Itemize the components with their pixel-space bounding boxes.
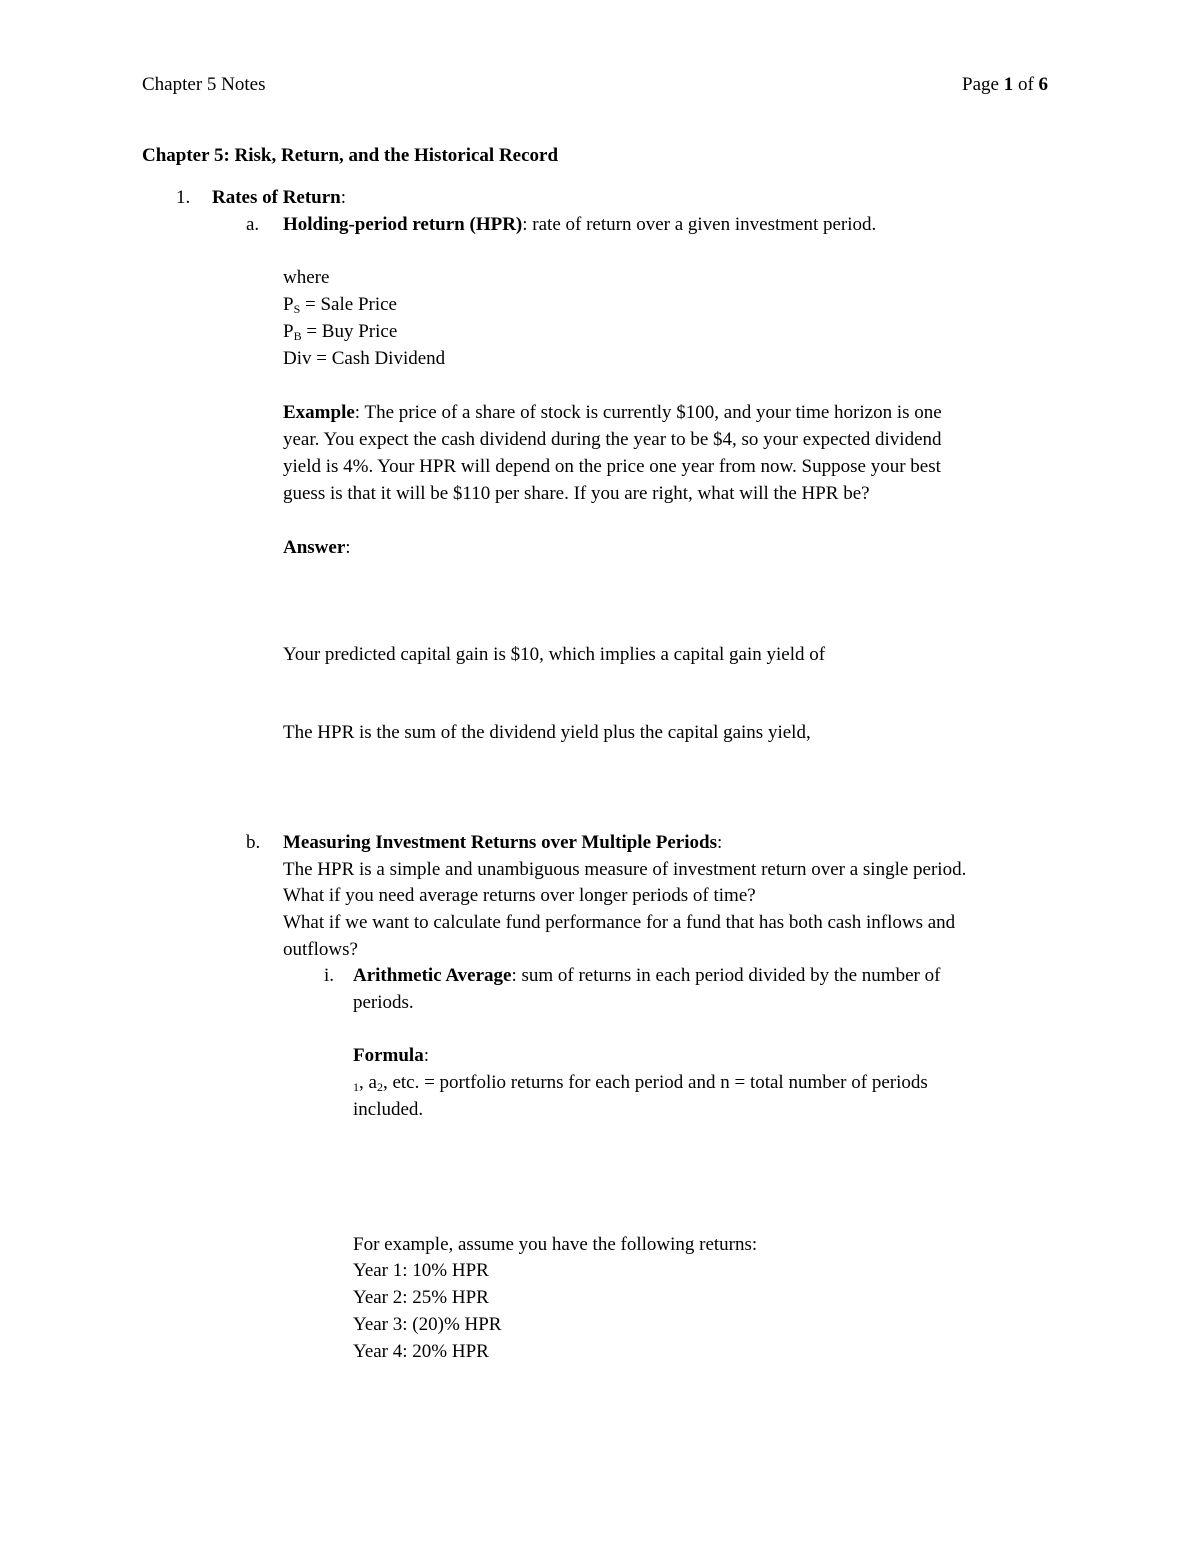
sale-price-definition [283, 295, 397, 314]
section-b-heading-text: Measuring Investment Returns over Multiple Periods [283, 832, 717, 853]
pb-subscript: B [293, 329, 302, 343]
header-title: Chapter 5 Notes [142, 74, 266, 95]
section-b-heading [283, 833, 722, 852]
capital-gain-text: Your predicted capital gain is $10, which implies a capital gain yield of [283, 644, 826, 665]
page-current: 1 [1003, 74, 1014, 95]
formula-label-text: Formula [353, 1045, 424, 1066]
arithmetic-average-definition: : sum of returns in each period divided by the number of [511, 965, 941, 986]
example-text-1: : The price of a share of stock is currently $100, and your time horizon is one [354, 402, 942, 423]
formula-label [353, 1046, 429, 1065]
section-b-colon: : [716, 832, 723, 853]
ps-subscript: S [293, 302, 301, 316]
answer-colon: : [345, 537, 351, 558]
example-line-1 [283, 403, 942, 422]
year-4-return: Year 4: 20% HPR [353, 1341, 489, 1362]
page-number [962, 75, 1048, 94]
example-line-4: guess is that it will be $110 per share. If you are right, what will the HPR be? [283, 483, 870, 504]
section-i-line-2: periods. [353, 992, 414, 1013]
formula-definition-line-1 [353, 1073, 928, 1092]
year-3-return: Year 3: (20)% HPR [353, 1314, 502, 1335]
section-1-heading-text: Rates of Return [212, 187, 341, 208]
section-b-line-2: What if you need average returns over longer periods of time? [283, 885, 756, 906]
section-a-letter: a. [246, 214, 260, 235]
example-line-2: year. You expect the cash dividend during the year to be $4, so your expected dividend [283, 429, 942, 450]
document-title: Chapter 5: Risk, Return, and the Historical Record [142, 145, 559, 166]
answer-label [283, 538, 351, 557]
section-1-colon: : [340, 187, 347, 208]
section-b-line-4: outflows? [283, 939, 358, 960]
formula-colon: : [423, 1045, 429, 1066]
section-b-line-1: The HPR is a simple and unambiguous measure of investment return over a single period. [283, 859, 967, 880]
section-i-number: i. [324, 965, 335, 986]
a2-subscript: 2 [376, 1080, 383, 1094]
page-of-label: of [1017, 74, 1034, 95]
year-1-return: Year 1: 10% HPR [353, 1260, 489, 1281]
ps-symbol: P [283, 294, 294, 315]
where-label: where [283, 267, 330, 288]
section-1-number: 1. [176, 187, 191, 208]
page-label: Page [962, 74, 999, 95]
pb-text: = Buy Price [301, 321, 398, 342]
hpr-term: Holding-period return (HPR) [283, 214, 523, 235]
example-line-3: yield is 4%. Your HPR will depend on the price one year from now. Suppose your best [283, 456, 941, 477]
section-b-letter: b. [246, 832, 261, 853]
dividend-definition: Div = Cash Dividend [283, 348, 446, 369]
example-intro: For example, assume you have the following returns: [353, 1234, 758, 1255]
formula-definition-text: , etc. = portfolio returns for each period and n = total number of periods [382, 1072, 928, 1093]
example-label: Example [283, 402, 355, 423]
section-i-line-1 [353, 966, 940, 985]
a1-subscript: 1 [353, 1080, 359, 1094]
section-a-heading [283, 215, 876, 234]
section-b-line-3: What if we want to calculate fund performance for a fund that has both cash inflows and [283, 912, 956, 933]
hpr-definition: : rate of return over a given investment period. [522, 214, 877, 235]
answer-label-text: Answer [283, 537, 346, 558]
ps-text: = Sale Price [300, 294, 397, 315]
year-2-return: Year 2: 25% HPR [353, 1287, 489, 1308]
formula-definition-line-2: included. [353, 1099, 424, 1120]
arithmetic-average-term: Arithmetic Average [353, 965, 512, 986]
hpr-sum-text: The HPR is the sum of the dividend yield plus the capital gains yield, [283, 722, 811, 743]
page-total: 6 [1038, 74, 1049, 95]
section-1-heading [212, 188, 346, 207]
a2-symbol: , a [359, 1072, 377, 1093]
buy-price-definition [283, 322, 397, 341]
pb-symbol: P [283, 321, 294, 342]
